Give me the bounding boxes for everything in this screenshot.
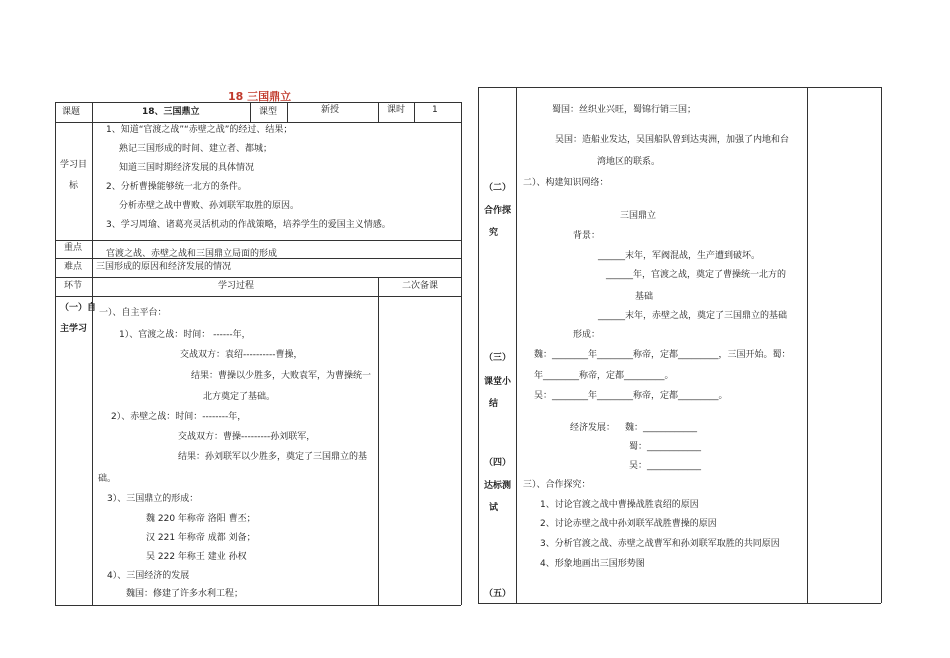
process-line-10: 3）、三国鼎立的形成： (107, 494, 199, 504)
process-line-14: 4）、三国经济的发展 (107, 571, 190, 581)
formation-wu: 吴：________年________称帝，定都_________。 (534, 391, 728, 401)
question-1: 1、讨论官渡之战中曹操战胜袁绍的原因 (540, 500, 699, 510)
goal-6: 3、学习周瑜、诸葛亮灵活机动的作战策略，培养学生的爱国主义情感。 (106, 220, 391, 230)
goal-4: 2、分析曹操能够统一北方的条件。 (106, 182, 247, 192)
goal-1: 1、知道“官渡之战”“赤壁之战”的经过、结果； (106, 125, 293, 135)
key-label: 重点 (64, 243, 83, 253)
hours-value: 1 (432, 105, 438, 115)
stage-2-label-line2: 合作探 (484, 206, 512, 216)
process-line-7: 交战双方：曹操---------孙刘联军， (178, 432, 316, 442)
process-line-2: 1）、官渡之战：时间： ------年， (119, 330, 251, 340)
goal-3: 知道三国时期经济发展的具体情况 (119, 163, 255, 173)
background-line-2b: 基础 (635, 292, 654, 302)
process-line-4: 结果：曹操以少胜多，大败袁军，为曹操统一 (191, 371, 372, 381)
question-3: 3、分析官渡之战、赤壁之战曹军和孙刘联军取胜的共同原因 (540, 539, 780, 549)
stage-4-label-line2: 达标测 (484, 481, 512, 491)
shu-economy: 蜀国：丝织业兴旺，蜀锦行销三国； (552, 105, 697, 115)
process-line-1: 一）、自主平台： (99, 308, 167, 318)
process-line-3: 交战双方：袁绍----------曹操， (180, 350, 303, 360)
key-value: 官渡之战、赤壁之战和三国鼎立局面的形成 (106, 249, 278, 259)
background-line-3: ______末年，赤壁之战，奠定了三国鼎立的基础 (598, 311, 788, 321)
economy-wu: 吴：____________ (629, 461, 702, 471)
economy-wei: 魏：____________ (625, 423, 698, 433)
wu-economy-line1: 吴国：造船业发达，吴国船队曾到达夷洲，加强了内地和台 (555, 135, 790, 145)
difficulty-label: 难点 (64, 262, 83, 272)
type-label: 课型 (259, 107, 278, 117)
goals-label-line1: 学习目 (60, 160, 88, 170)
process-line-8: 结果：孙刘联军以少胜多，奠定了三国鼎立的基 (178, 452, 368, 462)
question-2: 2、讨论赤壁之战中孙刘联军战胜曹操的原因 (540, 519, 717, 529)
stage-3-label-line2: 课堂小 (484, 377, 512, 387)
stage-3-label-line3: 结 (489, 399, 499, 409)
topic-value: 18、三国鼎立 (142, 107, 200, 117)
economy-shu: 蜀：____________ (629, 442, 702, 452)
background-line-2: ______年，官渡之战，奠定了曹操统一北方的 (606, 270, 787, 280)
process-line-5: 北方奠定了基础。 (203, 392, 276, 402)
question-4: 4、形象地画出三国形势图 (540, 559, 645, 569)
process-line-6: 2）、赤壁之战：时间：--------年， (111, 412, 247, 422)
stage-3-label-line1: （三） (484, 353, 512, 363)
stage-2-label-line1: （二） (484, 183, 512, 193)
col-stage-header: 环节 (64, 281, 83, 291)
background-line-1: ______末年，军阀混战，生产遭到破坏。 (598, 251, 761, 261)
goals-label-line2: 标 (69, 181, 79, 191)
formation-wei: 魏：________年________称帝，定都_________，三国开始。蜀： (534, 350, 791, 360)
col-process-header: 学习过程 (218, 281, 255, 291)
process-line-9: 础。 (98, 474, 117, 484)
topic-label: 课题 (62, 107, 81, 117)
economy-label: 经济发展： (570, 423, 616, 433)
formation-shu: 年________称帝，定都_________。 (534, 371, 674, 381)
stage-5-label: （五） (484, 589, 512, 599)
stage-4-label-line3: 试 (489, 503, 499, 513)
network-title: 三国鼎立 (620, 211, 657, 221)
wu-economy-line2: 湾地区的联系。 (597, 157, 661, 167)
cooperation-heading: 三）、合作探究： (523, 480, 591, 490)
stage-1-label-line2: 主学习 (60, 324, 88, 334)
process-line-12: 汉 221 年称帝 成都 刘备； (146, 533, 256, 543)
network-heading: 二）、构建知识网络： (523, 178, 609, 188)
page-title: 18 三国鼎立 (228, 90, 292, 103)
col-notes-header: 二次备课 (402, 281, 439, 291)
difficulty-value: 三国形成的原因和经济发展的情况 (96, 262, 232, 272)
process-line-11: 魏 220 年称帝 洛阳 曹丕； (146, 514, 256, 524)
process-line-13: 吴 222 年称王 建业 孙权 (146, 552, 247, 562)
process-line-15: 魏国：修建了许多水利工程； (126, 589, 244, 599)
stage-2-label-line3: 究 (489, 228, 499, 238)
type-value: 新授 (321, 105, 340, 115)
background-label: 背景： (573, 231, 601, 241)
stage-1-label-line1: （一）自 (60, 303, 97, 313)
goal-2: 熟记三国形成的时间、建立者、都城； (119, 144, 273, 154)
goal-5: 分析赤壁之战中曹败、孙刘联军取胜的原因。 (119, 201, 300, 211)
formation-label: 形成： (573, 330, 601, 340)
hours-label: 课时 (387, 105, 406, 115)
stage-4-label-line1: （四） (484, 458, 512, 468)
